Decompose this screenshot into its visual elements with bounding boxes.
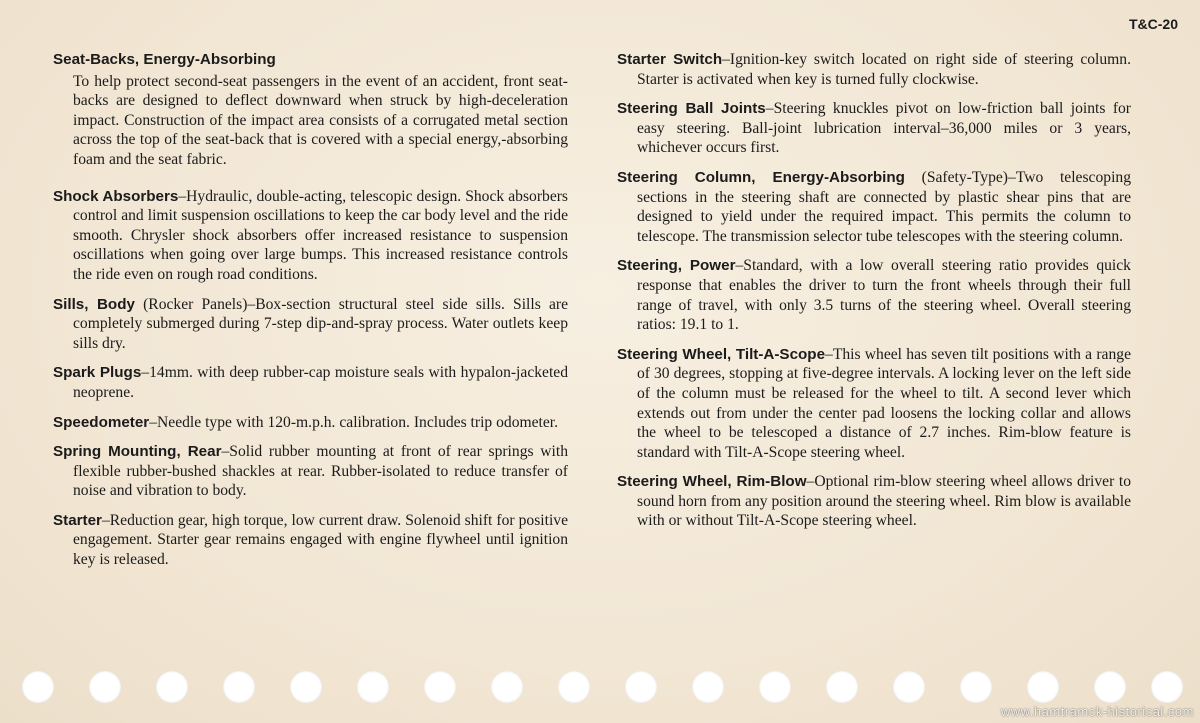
entry-term: Steering, Power — [617, 257, 736, 275]
entry-steering-column — [617, 168, 1131, 246]
binder-hole — [1151, 671, 1183, 703]
entry-text: –Box-section structural steel side sills. Sills are completely submerged during 7-step dip-and-spray process. Water outlets keep sills dry. — [73, 295, 568, 352]
entry-term: Starter — [53, 511, 102, 529]
entry-text: –14mm. with deep rubber-cap moisture seals with hypalon-jacketed neoprene. — [73, 364, 569, 401]
entry-speedometer — [53, 413, 568, 433]
entry-starter-switch — [617, 50, 1131, 89]
entry-text: To help protect second-seat passengers in the event of an accident, front seat-backs are designed to deflect downward when struck by high-deceleration impact. Construction of the impact area consists of a corrugated metal section across the top of the seat-back that is covered with a special energy,-absorbing foam and the seat fabric. — [73, 72, 568, 168]
entry-term: Steering Ball Joints — [617, 100, 766, 118]
entry-sills-body — [53, 295, 568, 354]
binder-hole — [290, 671, 322, 703]
entry-text: –Optional rim-blow steering wheel allows driver to sound horn from any position around the steering wheel. Rim blow is available with or without Tilt-A-Scope steering wheel. — [637, 473, 1131, 530]
entry-text: –Hydraulic, double-acting, telescopic design. Shock absorbers control and limit suspension oscillations to keep the car body level and the ride smooth. Chrysler shock absorbers offer increased resistance to suspension oscillations when going over large bumps. This increased resistance controls the ride even on rough road conditions. — [73, 187, 568, 283]
binder-hole — [826, 671, 858, 703]
entry-text: –This wheel has seven tilt positions with a range of 30 degrees, stopping at five-degree intervals. A locking lever on the left side of the column must be released for the wheel to tilt. A second lever which extends out from under the center pad loosens the locking collar and allows the wheel to be telescoped a distance of 2.7 inches. Rim-blow feature is standard with Tilt-A-Scope steering wheel. — [637, 345, 1131, 461]
entry-term: Speedometer — [53, 413, 150, 431]
binder-hole — [759, 671, 791, 703]
entry-term: Shock Absorbers — [53, 187, 179, 205]
right-column — [617, 50, 1131, 541]
entry-starter — [53, 511, 568, 570]
entry-term: Starter Switch — [617, 51, 723, 68]
watermark: www.hamtramck-historical.com — [1000, 704, 1194, 719]
binder-hole — [692, 671, 724, 703]
binder-hole — [960, 671, 992, 703]
binder-holes — [0, 671, 1200, 705]
entry-term: Seat-Backs, Energy-Absorbing — [53, 51, 276, 68]
binder-hole — [223, 671, 255, 703]
entry-shock-absorbers — [53, 187, 568, 285]
entry-text: –Standard, with a low overall steering ratio provides quick response that enables the driver to turn the front wheels through their full range of travel, with only 3.5 turns of the steering wheel. Overall steering ratios: 19.1 to 1. — [637, 257, 1131, 334]
binder-hole — [357, 671, 389, 703]
entry-text: –Two telescoping sections in the steering shaft are connected by plastic shear pins that are designed to yield under the required impact. This permits the column to telescope. The transmission selector tube telescopes with the steering column. — [637, 168, 1131, 245]
entry-qualifier: (Safety-Type) — [904, 168, 1009, 186]
entry-text: –Ignition-key switch located on right side of steering column. Starter is activated when key is turned fully clockwise. — [637, 51, 1131, 88]
left-column — [53, 50, 568, 580]
entry-steering-power — [617, 256, 1131, 334]
entry-steering-wheel-rim-blow — [617, 472, 1131, 531]
binder-hole — [156, 671, 188, 703]
entry-term: Spark Plugs — [53, 364, 142, 382]
entry-text: –Reduction gear, high torque, low current draw. Solenoid shift for positive engagement. Starter gear remains engaged with engine flywheel until ignition key is released. — [73, 511, 568, 569]
entry-text: –Solid rubber mounting at front of rear springs with flexible rubber-bushed shackles at rear. Rubber-isolated to reduce transfer of noise and vibration to body. — [73, 443, 568, 500]
binder-hole — [89, 671, 121, 703]
entry-steering-ball-joints — [617, 99, 1131, 158]
entry-spark-plugs — [53, 363, 568, 402]
entry-term: Steering Wheel, Rim-Blow — [617, 473, 807, 491]
binder-hole — [424, 671, 456, 703]
entry-term: Sills, Body — [53, 295, 135, 313]
entry-term: Steering Column, Energy-Absorbing — [617, 168, 905, 186]
binder-hole — [22, 671, 54, 703]
entry-text: –Needle type with 120-m.p.h. calibration. Includes trip odometer. — [149, 413, 559, 431]
entry-qualifier: (Rocker Panels) — [134, 295, 248, 313]
entry-seat-backs — [53, 50, 568, 170]
binder-hole — [558, 671, 590, 703]
binder-hole — [893, 671, 925, 703]
entry-term: Spring Mounting, Rear — [53, 443, 222, 461]
entry-text: –Steering knuckles pivot on low-friction ball joints for easy steering. Ball-joint lubrication interval–36,000 miles or 3 years, whichever occurs first. — [637, 100, 1131, 157]
binder-hole — [1094, 671, 1126, 703]
entry-term: Steering Wheel, Tilt-A-Scope — [617, 345, 826, 363]
page-number: T&C-20 — [1128, 16, 1178, 32]
binder-hole — [491, 671, 523, 703]
entry-spring-mounting-rear — [53, 442, 568, 501]
entry-steering-wheel-tilt-a-scope — [617, 345, 1131, 463]
binder-hole — [625, 671, 657, 703]
binder-hole — [1027, 671, 1059, 703]
